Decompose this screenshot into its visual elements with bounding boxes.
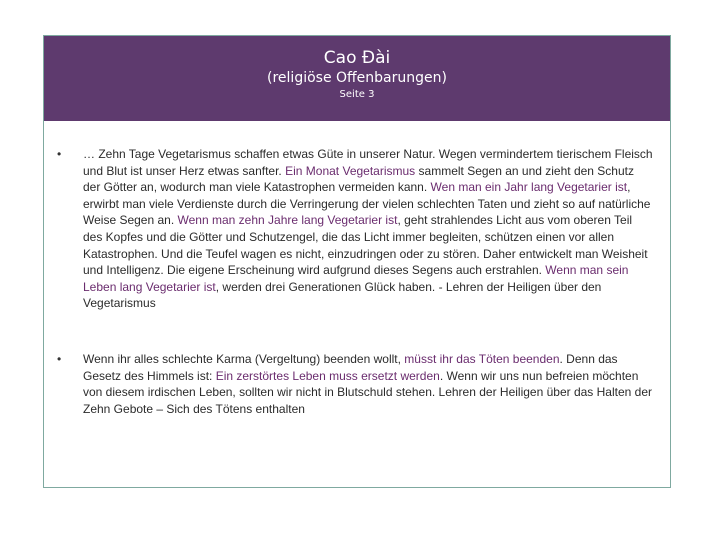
slide-body <box>44 121 670 487</box>
bullet-text-2 <box>83 351 653 417</box>
highlight-segment: Wenn man zehn Jahre lang Vegetarier ist <box>177 213 398 228</box>
highlight-segment: müsst ihr das Töten beenden <box>404 352 560 366</box>
text-segment: Wenn ihr alles schlechte Karma (Vergeltung) beenden wollt, <box>83 352 405 366</box>
page-label: Seite 3 <box>339 89 375 100</box>
slide-title: Cao Đài <box>323 48 391 68</box>
slide <box>43 35 671 488</box>
highlight-segment: Ein zerstörtes Leben muss ersetzt werden <box>215 368 440 383</box>
text-segment: , geht strahlendes Licht aus vom oberen Teil des Kopfes und die Götter und Schutzengel, die das Licht immer begleiten, schützen einen vor allen Katastrophen. Und die Teufel wagen es nicht, einzudringen oder zu stören. Daher entwickelt man Weisheit und Intelligenz. Die eigene Erscheinung wird aufgrund dieses Segens auch erstrahlen. <box>83 213 648 278</box>
highlight-segment: Wenn man sein Leben lang Vegetarier ist <box>83 263 629 294</box>
header-banner <box>44 36 670 121</box>
highlight-segment: Wen man ein Jahr lang Vegetarier ist <box>430 180 628 195</box>
bullet-icon: • <box>57 352 62 366</box>
highlight-segment: Ein Monat Vegetarismus <box>285 163 416 178</box>
text-segment: , erwirbt man viele Verdienste durch die Verringerung der vielen schlechten Taten und zieht so auf natürliche Weise Segen an. <box>83 180 651 228</box>
bullet-icon: • <box>57 147 62 161</box>
text-segment: . Wenn wir uns nun befreien möchten von diesem irdischen Leben, sollten wir nicht in Blutschuld stehen. Lehren der Heiligen über das Halten der Zehn Gebote – Sich des Tötens enthalten <box>83 368 652 416</box>
text-segment: sammelt Segen an und zieht den Schutz der Götter an, wodurch man viele Katastrophen vermeiden kann. <box>83 163 634 195</box>
text-segment: . Denn das Gesetz des Himmels ist: <box>83 352 618 383</box>
text-segment: … Zehn Tage Vegetarismus schaffen etwas Güte in unserer Natur. Wegen vermindertem tierischem Fleisch und Blut ist unser Herz etwas sanfter. <box>83 147 653 178</box>
text-segment: , werden drei Generationen Glück haben. - Lehren der Heiligen über den Vegetarismus <box>83 279 602 311</box>
slide-subtitle: (religiöse Offenbarungen) <box>267 70 447 86</box>
bullet-text-1 <box>83 146 653 312</box>
